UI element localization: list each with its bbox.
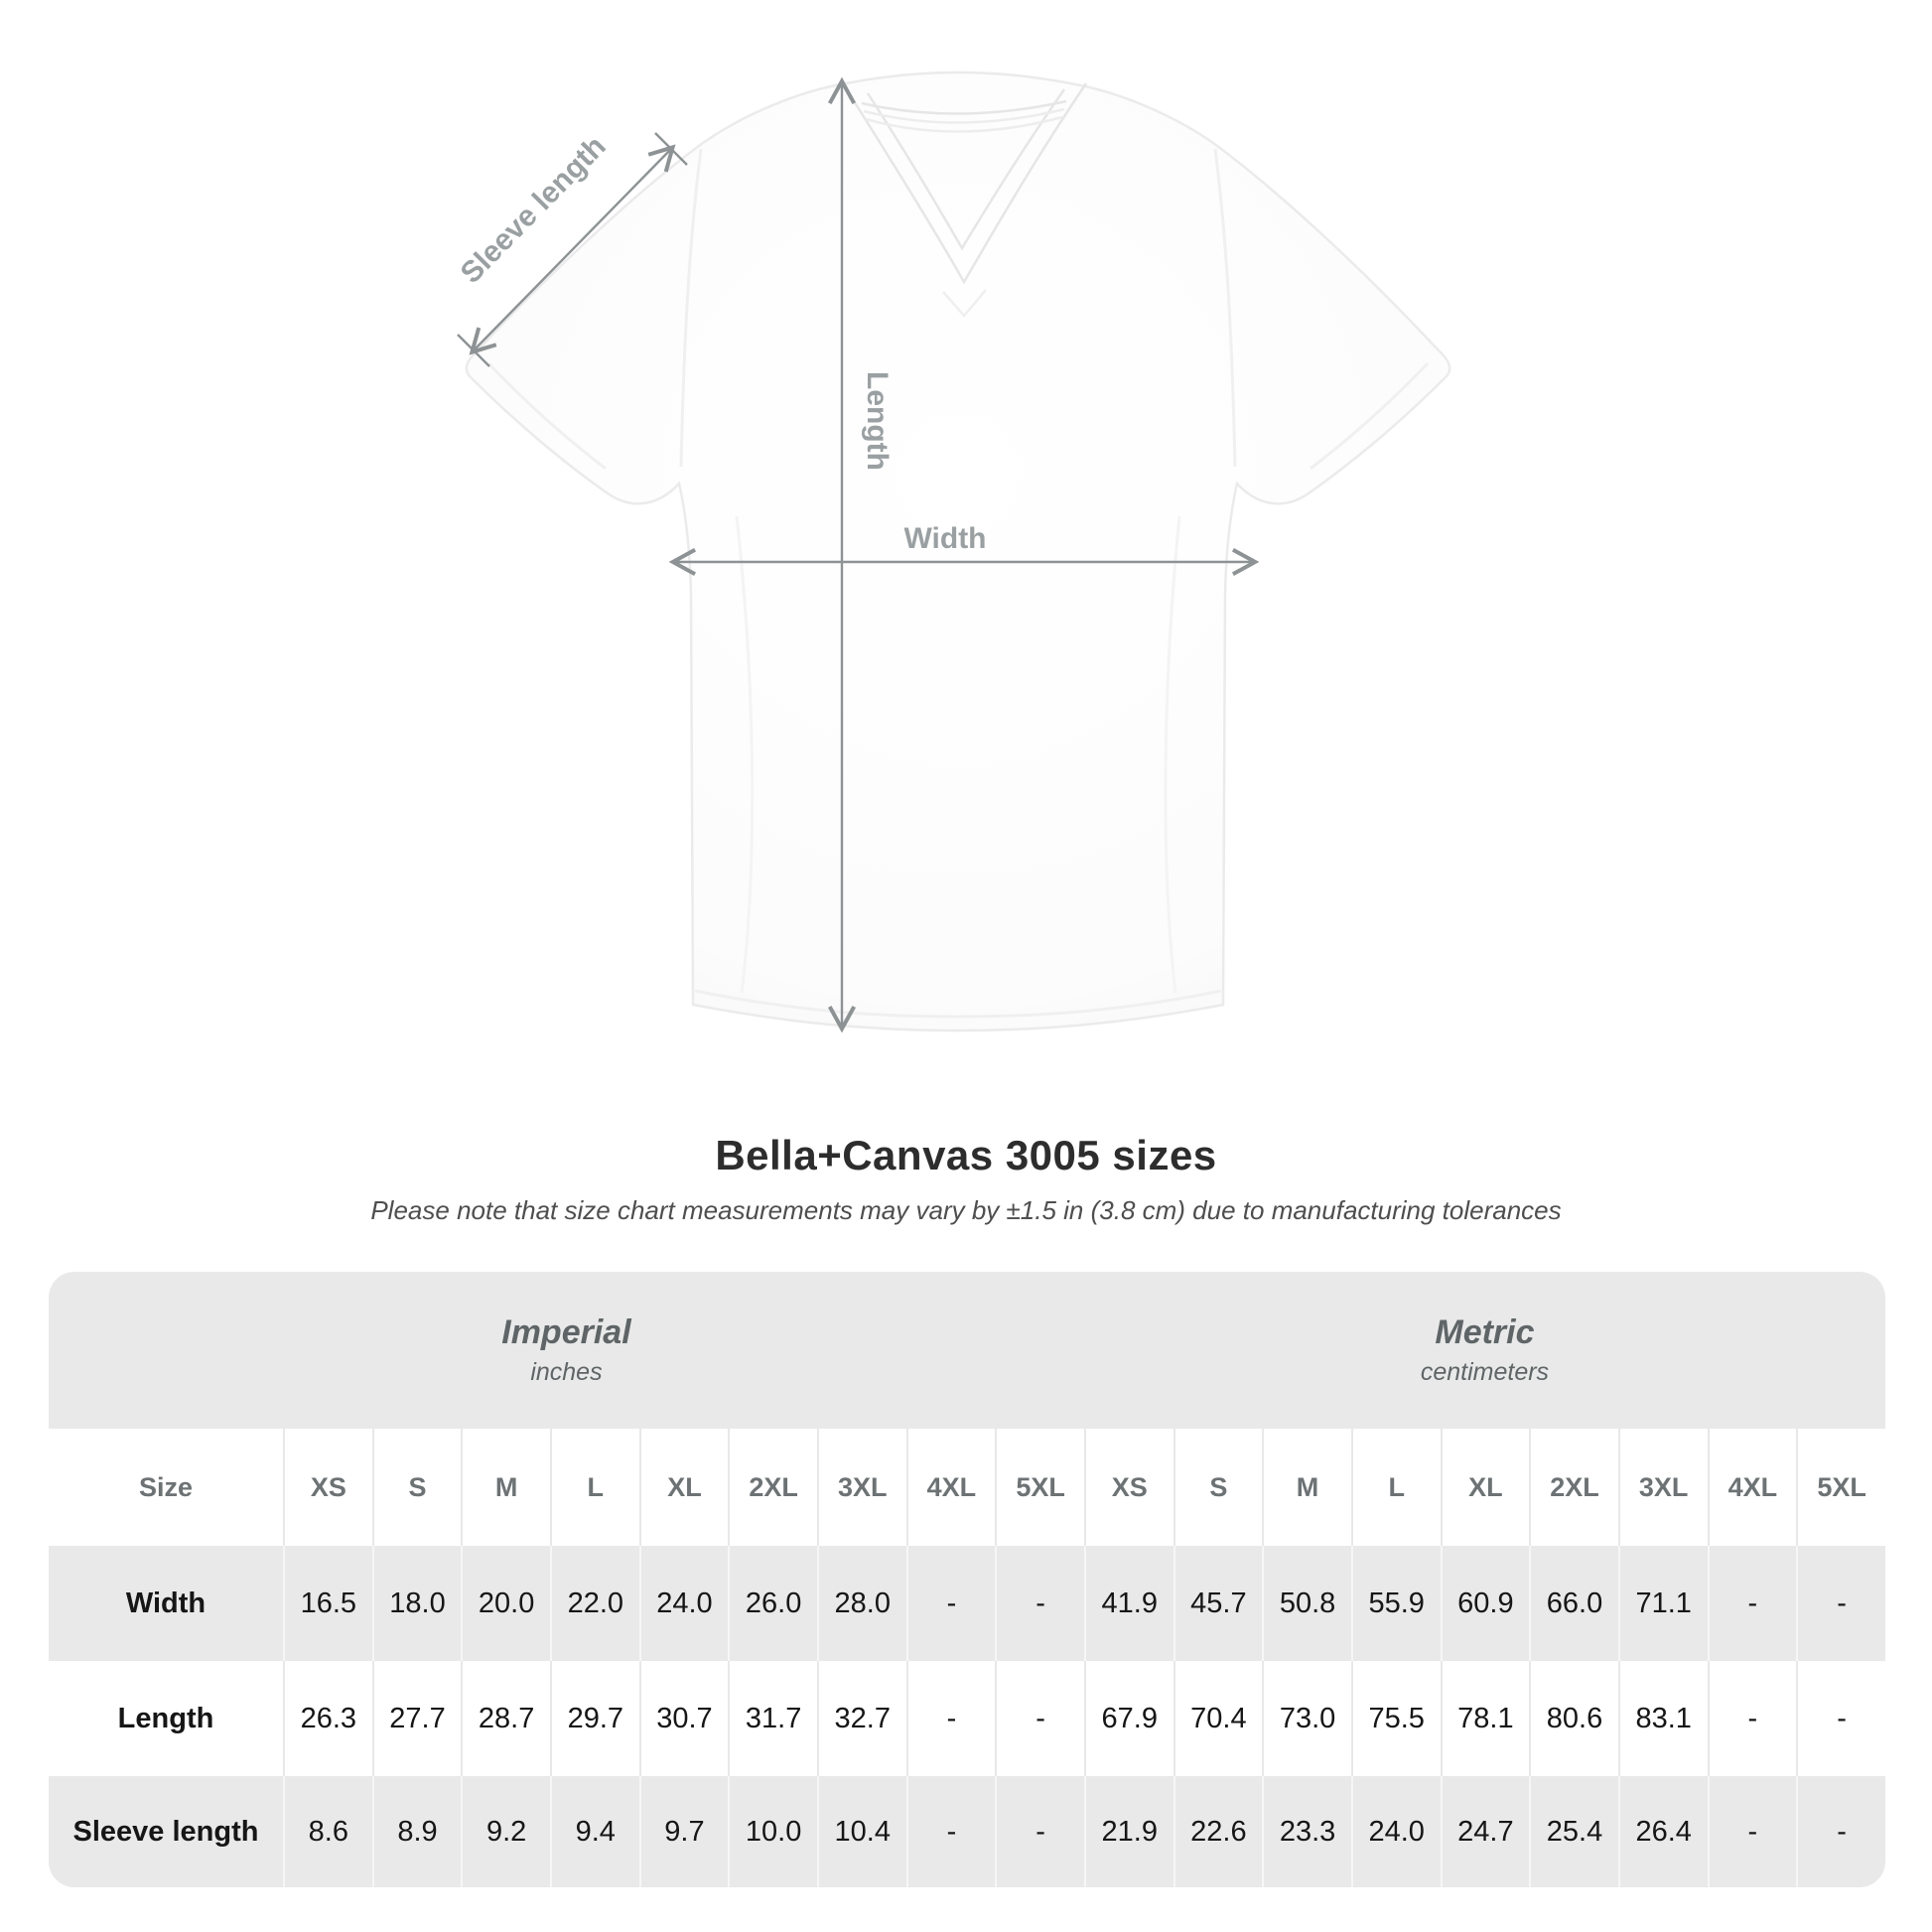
table-cell: 70.4 [1173, 1661, 1263, 1776]
table-cell: 21.9 [1084, 1776, 1173, 1887]
length-row [49, 1661, 1885, 1776]
table-cell: 2XL [1529, 1429, 1618, 1546]
table-cell: - [906, 1546, 996, 1661]
page-title: Bella+Canvas 3005 sizes [715, 1132, 1217, 1178]
tolerance-note: Please note that size chart measurements may vary by ±1.5 in (3.8 cm) due to manufacturing tolerances [370, 1195, 1562, 1225]
table-cell: XS [283, 1429, 372, 1546]
table-cell: - [1796, 1546, 1885, 1661]
table-cell: 16.5 [283, 1546, 372, 1661]
table-cell: 10.4 [817, 1776, 906, 1887]
table-cell: 23.3 [1262, 1776, 1351, 1887]
size-table [49, 1272, 1885, 1887]
table-cell: 4XL [1708, 1429, 1797, 1546]
table-cell: XL [1441, 1429, 1530, 1546]
table-cell: 10.0 [728, 1776, 817, 1887]
table-cell: 3XL [1618, 1429, 1708, 1546]
sleeve-length-row [49, 1776, 1885, 1887]
table-cell: - [1708, 1776, 1797, 1887]
table-cell: 55.9 [1351, 1546, 1441, 1661]
table-cell: L [550, 1429, 639, 1546]
table-cell: - [906, 1661, 996, 1776]
width-row [49, 1546, 1885, 1661]
table-cell: - [1796, 1661, 1885, 1776]
size-header-row [49, 1429, 1885, 1546]
table-cell: 26.4 [1618, 1776, 1708, 1887]
table-cell: - [995, 1776, 1084, 1887]
table-cell: M [461, 1429, 550, 1546]
table-cell: 80.6 [1529, 1661, 1618, 1776]
length-row-label: Length [49, 1661, 283, 1776]
table-cell: 9.2 [461, 1776, 550, 1887]
table-cell: 83.1 [1618, 1661, 1708, 1776]
table-cell: 60.9 [1441, 1546, 1530, 1661]
table-cell: 78.1 [1441, 1661, 1530, 1776]
table-cell: L [1351, 1429, 1441, 1546]
metric-group-header [1084, 1272, 1885, 1429]
table-cell: - [1796, 1776, 1885, 1887]
table-cell: 28.7 [461, 1661, 550, 1776]
table-cell: 9.7 [639, 1776, 729, 1887]
table-cell: 24.0 [1351, 1776, 1441, 1887]
table-cell: 75.5 [1351, 1661, 1441, 1776]
unit-band-row [49, 1272, 1885, 1429]
table-cell: 73.0 [1262, 1661, 1351, 1776]
table-cell: - [1708, 1661, 1797, 1776]
table-cell: 20.0 [461, 1546, 550, 1661]
metric-unit-label: centimeters [1420, 1358, 1550, 1386]
table-cell: XL [639, 1429, 729, 1546]
table-cell: 71.1 [1618, 1546, 1708, 1661]
size-header-cell: Size [49, 1429, 283, 1546]
imperial-label: Imperial [501, 1313, 631, 1351]
table-cell: 66.0 [1529, 1546, 1618, 1661]
table-cell: M [1262, 1429, 1351, 1546]
table-cell: 5XL [1796, 1429, 1885, 1546]
table-cell: 2XL [728, 1429, 817, 1546]
table-cell: 4XL [906, 1429, 996, 1546]
table-cell: 26.0 [728, 1546, 817, 1661]
table-cell: 28.0 [817, 1546, 906, 1661]
table-cell: 41.9 [1084, 1546, 1173, 1661]
table-cell: 9.4 [550, 1776, 639, 1887]
table-cell: - [906, 1776, 996, 1887]
table-cell: 8.6 [283, 1776, 372, 1887]
table-cell: S [372, 1429, 462, 1546]
table-cell: - [1708, 1546, 1797, 1661]
table-cell: 27.7 [372, 1661, 462, 1776]
table-cell: S [1173, 1429, 1263, 1546]
table-cell: 30.7 [639, 1661, 729, 1776]
sleeve-length-row-label: Sleeve length [49, 1776, 283, 1887]
table-cell: - [995, 1661, 1084, 1776]
table-cell: 24.0 [639, 1546, 729, 1661]
table-cell: 29.7 [550, 1661, 639, 1776]
table-cell: 25.4 [1529, 1776, 1618, 1887]
table-cell: - [995, 1546, 1084, 1661]
table-cell: 22.0 [550, 1546, 639, 1661]
width-label: Width [903, 522, 987, 555]
table-cell: 5XL [995, 1429, 1084, 1546]
table-cell: XS [1084, 1429, 1173, 1546]
table-cell: 31.7 [728, 1661, 817, 1776]
table-cell: 24.7 [1441, 1776, 1530, 1887]
length-label: Length [861, 371, 894, 471]
table-cell: 18.0 [372, 1546, 462, 1661]
table-cell: 50.8 [1262, 1546, 1351, 1661]
width-row-label: Width [49, 1546, 283, 1661]
table-cell: 8.9 [372, 1776, 462, 1887]
table-cell: 45.7 [1173, 1546, 1263, 1661]
sleeve-length-label: Sleeve length [454, 129, 613, 290]
table-cell: 67.9 [1084, 1661, 1173, 1776]
table-cell: 22.6 [1173, 1776, 1263, 1887]
imperial-group-header [49, 1272, 1084, 1429]
table-cell: 32.7 [817, 1661, 906, 1776]
table-cell: 26.3 [283, 1661, 372, 1776]
table-cell: 3XL [817, 1429, 906, 1546]
metric-label: Metric [1435, 1313, 1535, 1351]
imperial-unit-label: inches [530, 1358, 603, 1386]
